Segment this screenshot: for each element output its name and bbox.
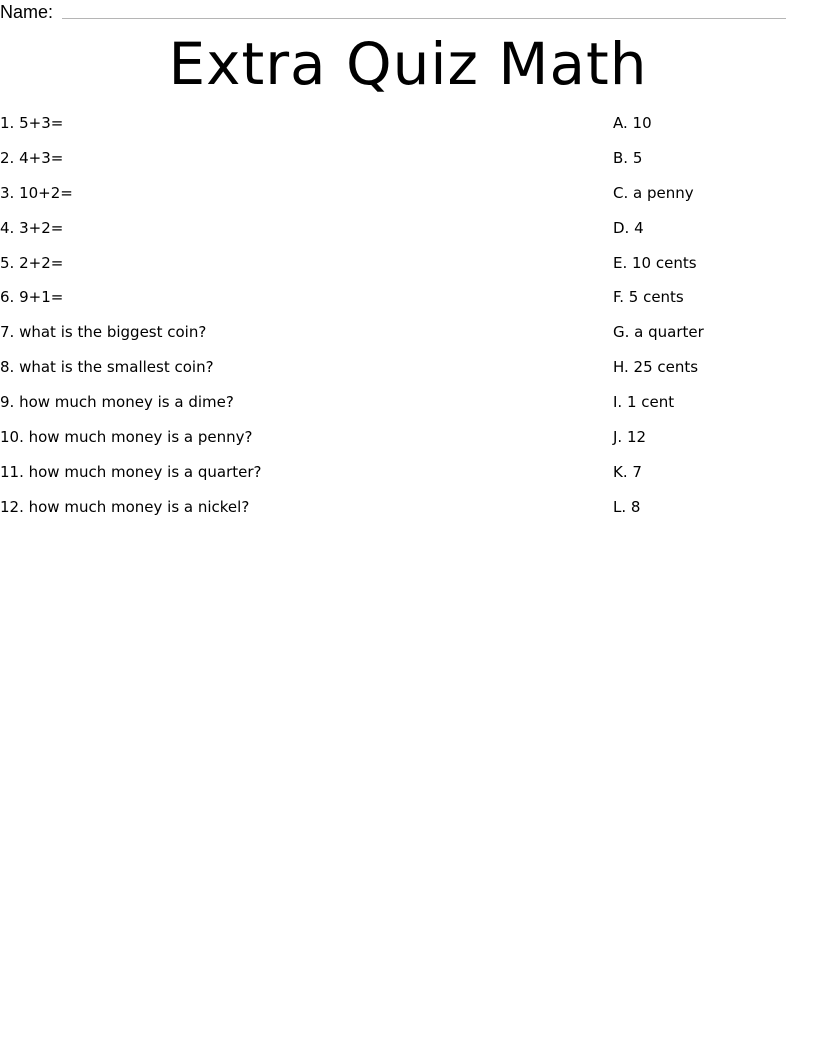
question-item: 7. what is the biggest coin? [0,323,207,342]
question-item: 6. 9+1= [0,288,64,307]
question-item: 10. how much money is a penny? [0,428,253,447]
answer-item: D. 4 [613,218,644,237]
answer-list [613,113,813,532]
answer-item: I. 1 cent [613,393,675,412]
answer-item: G. a quarter [613,323,704,342]
name-underline [62,18,786,19]
name-row [0,0,53,22]
page-title: Extra Quiz Math [168,30,648,98]
name-label: Name: [0,2,54,22]
answer-item: H. 25 cents [613,358,699,377]
answer-item: A. 10 [613,114,652,132]
answer-item: E. 10 cents [613,253,697,272]
question-item: 12. how much money is a nickel? [0,497,250,516]
question-item: 1. 5+3= [0,114,64,132]
answer-item: L. 8 [613,497,641,516]
question-list [0,113,560,532]
answer-item: J. 12 [613,428,647,447]
answer-item: F. 5 cents [613,288,684,307]
question-item: 5. 2+2= [0,253,64,272]
question-item: 11. how much money is a quarter? [0,462,262,481]
question-item: 9. how much money is a dime? [0,393,234,412]
answer-item: C. a penny [613,183,694,202]
question-item: 3. 10+2= [0,183,73,202]
question-item: 8. what is the smallest coin? [0,358,214,377]
answer-item: B. 5 [613,148,643,167]
question-item: 4. 3+2= [0,218,64,237]
question-item: 2. 4+3= [0,148,64,167]
answer-item: K. 7 [613,462,642,481]
